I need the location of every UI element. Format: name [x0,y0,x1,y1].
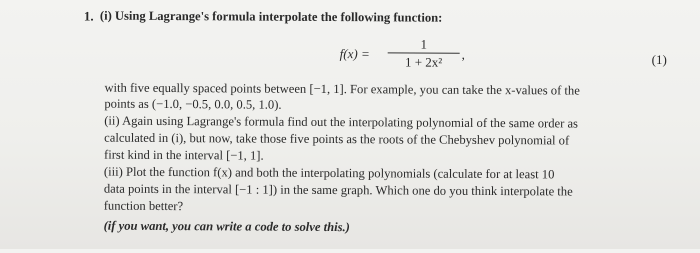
hint-line: (if you want, you can write a code to solve this.) [103,218,350,235]
question-number: 1. [83,8,94,24]
equation-number: (1) [651,51,667,68]
formula-comma: , [461,46,465,62]
body-line: with five equally spaced points between [−1, 1]. For example, you can take the x-values of the [104,80,580,98]
body-line: data points in the interval [−1 : 1]) in the same graph. Which one do you think interpolate the [103,181,573,199]
body-line: function better? [103,198,184,214]
body-line: (ii) Again using Lagrange's formula find out the interpolating polynomial of the same order as [104,113,579,131]
body-line: (iii) Plot the function f(x) and both the interpolating polynomials (calculate for at least 10 [103,164,555,182]
formula-fraction [388,36,460,69]
body-line: calculated in (i), but now, take those five points as the roots of the Chebyshev polynomial of [104,130,570,148]
body-line: points as (−1.0, −0.5, 0.0, 0.5, 1.0). [104,96,282,112]
body-line: first kind in the interval [−1, 1]. [104,147,264,163]
formula-denominator: 1 + 2x² [404,54,443,70]
part-i-heading: (i) Using Lagrange's formula interpolate the following function: [99,8,443,25]
formula-numerator: 1 [420,36,428,52]
formula-lhs: f(x) = [339,46,370,62]
